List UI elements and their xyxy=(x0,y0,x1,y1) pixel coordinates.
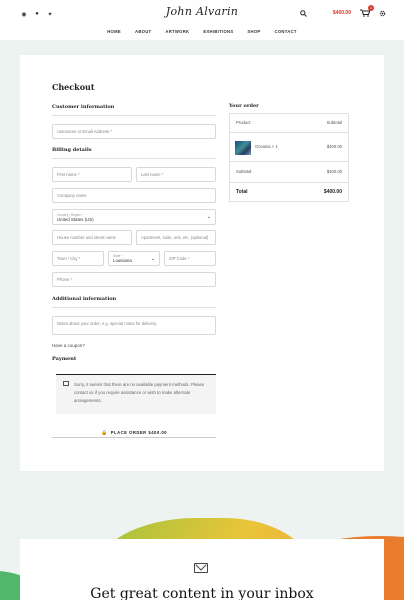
settings-icon[interactable] xyxy=(379,10,386,17)
total-value: $400.00 xyxy=(323,189,342,195)
country-label: Country / Region * xyxy=(57,212,84,217)
username-input[interactable]: Username or Email Address * xyxy=(52,124,216,139)
payment-message: Sorry, it seems that there are no available payment methods. Please contact us if you require assistance or wish to make alternate arrangements. xyxy=(74,382,205,404)
product-column-header: Product xyxy=(236,120,251,125)
divider xyxy=(52,307,216,308)
product-thumbnail xyxy=(235,141,251,155)
checkout-card xyxy=(20,55,384,471)
company-input[interactable]: Company name xyxy=(52,188,216,203)
apartment-input[interactable]: Apartment, suite, unit, etc. (optional) xyxy=(136,230,216,245)
divider xyxy=(230,182,348,183)
newsletter-heading: Get great content in your inbox xyxy=(90,586,314,600)
nav-item-shop[interactable]: SHOP xyxy=(247,29,261,34)
place-order-button[interactable] xyxy=(52,428,216,438)
cart-button[interactable] xyxy=(360,6,372,17)
site-logo[interactable]: John Alvarin xyxy=(165,5,239,18)
customer-info-heading: Customer information xyxy=(52,104,115,110)
item-price: $400.00 xyxy=(326,144,342,149)
subtotal-column-header: Subtotal xyxy=(326,120,342,125)
page-title: Checkout xyxy=(52,82,95,92)
order-summary-table xyxy=(229,113,349,202)
order-notes-textarea[interactable]: Notes about your order, e.g. special notes for delivery. xyxy=(52,316,216,335)
total-label: Total xyxy=(236,189,248,195)
twitter-icon[interactable]: ✦ xyxy=(47,11,53,18)
chevron-down-icon: ⌄ xyxy=(206,214,211,220)
place-order-label: PLACE ORDER $400.00 xyxy=(110,430,167,435)
town-input[interactable]: Town / City * xyxy=(52,251,104,266)
first-name-input[interactable]: First name * xyxy=(52,167,132,182)
chevron-down-icon: ⌄ xyxy=(150,255,155,262)
nav-item-artwork[interactable]: ARTWORK xyxy=(165,29,190,34)
your-order-heading: Your order xyxy=(229,103,259,109)
subtotal-value: $400.00 xyxy=(326,169,342,174)
nav-item-exhibitions[interactable]: EXHIBITIONS xyxy=(203,29,234,34)
total-row xyxy=(236,189,342,195)
nav-item-about[interactable]: ABOUT xyxy=(135,29,152,34)
state-value: Louisiana xyxy=(113,258,132,263)
state-select[interactable] xyxy=(108,251,160,266)
last-name-input[interactable]: Last name * xyxy=(136,167,216,182)
order-header-row xyxy=(236,120,342,125)
nav-item-home[interactable]: HOME xyxy=(107,29,121,34)
additional-info-heading: Additional information xyxy=(52,296,117,302)
cart-count-badge: 1 xyxy=(368,5,374,11)
site-header xyxy=(0,0,404,40)
country-value: United States (US) xyxy=(57,216,94,222)
order-item-row xyxy=(255,144,342,149)
mail-icon xyxy=(194,563,208,573)
divider xyxy=(230,132,348,133)
state-label: State * xyxy=(113,254,123,258)
payment-card-icon xyxy=(63,381,69,386)
coupon-link[interactable]: Have a coupon? xyxy=(52,343,85,348)
instagram-icon[interactable]: ◉ xyxy=(21,11,27,18)
lock-icon: 🔒 xyxy=(100,429,108,436)
phone-input[interactable]: Phone * xyxy=(52,272,216,287)
divider xyxy=(52,115,216,116)
zip-input[interactable]: ZIP Code * xyxy=(164,251,216,266)
payment-heading: Payment xyxy=(52,356,77,362)
house-number-input[interactable]: House number and street name xyxy=(52,230,132,245)
facebook-icon[interactable]: ● xyxy=(35,11,39,17)
nav-item-contact[interactable]: CONTACT xyxy=(274,29,297,34)
billing-details-heading: Billing details xyxy=(52,147,92,153)
divider xyxy=(230,161,348,162)
item-name: Oceania × 1 xyxy=(255,144,278,149)
search-icon[interactable] xyxy=(300,10,307,17)
subtotal-label: Subtotal xyxy=(236,169,252,174)
cart-total[interactable]: $400.00 xyxy=(332,10,351,16)
country-select[interactable] xyxy=(52,209,216,225)
subtotal-row xyxy=(236,169,342,174)
payment-notice xyxy=(56,374,216,414)
header-actions xyxy=(300,6,386,17)
divider xyxy=(52,158,216,159)
main-nav xyxy=(0,29,404,34)
